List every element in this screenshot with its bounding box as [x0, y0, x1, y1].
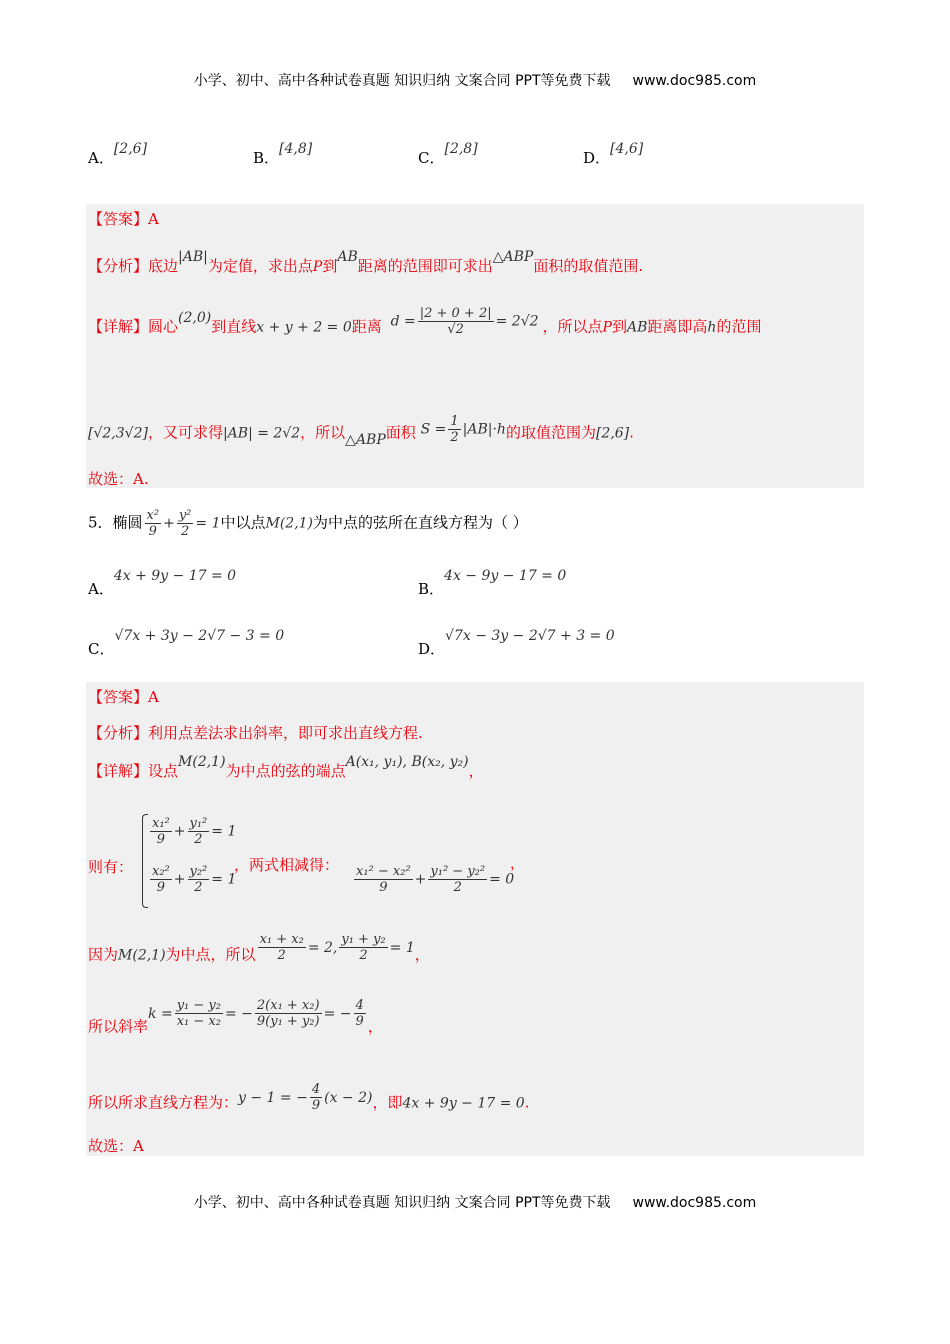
footer-title: 小学、初中、高中各种试卷真题 知识归纳 文案合同 PPT等免费下载: [193, 1195, 611, 1211]
distance-formula: d = $\frac{|2 + 0 + 2|}{√2}$ = 2√2: [390, 306, 539, 337]
q4-analysis: 【分析】底边|AB|为定值，求出点P到AB距离的范围即可求出△ABP面积的取值范围.: [88, 249, 644, 275]
option-label: D．: [583, 149, 611, 167]
system-eq1: $\frac{\text{x₁²}}{9}$ + $\frac{\text{y₁²}}{2}$ = 1: [152, 816, 237, 847]
option-value: 4x − 9y − 17 = 0: [444, 568, 567, 584]
option-value: [2,8]: [444, 141, 478, 157]
q5-slope-line: 所以斜率k = $\frac{\text{y₁ − y₂}}{\text{x₁ − x₂}}$ = − $\frac{\text{2(x₁ + x₂)}}{\text{9(y₁ + y₂)}}$ = − $\frac{4}{9}$ ，: [88, 998, 383, 1036]
option-label: B．: [253, 149, 280, 167]
option-label: A．: [88, 580, 114, 598]
q5-option-c: [88, 628, 285, 658]
q4-conclusion: 故选：A.: [88, 470, 149, 488]
page-footer: [0, 1192, 950, 1212]
option-value: √7x + 3y − 2√7 − 3 = 0: [114, 628, 285, 644]
option-label: C．: [88, 640, 115, 658]
q5-answer: 【答案】A: [88, 688, 159, 706]
q5-detail-line1: 【详解】设点M(2,1)为中点的弦的端点A(x₁, y₁), B(x₂, y₂)，: [88, 754, 484, 780]
q4-detail-line1: 【详解】圆心(2,0)到直线x + y + 2 = 0距离 d = $\frac{|2 + 0 + 2|}{√2}$ = 2√2 ，所以点P到AB距离即高h的范围: [88, 306, 762, 337]
q5-midpoint-line: 因为M(2,1)为中点，所以 $\frac{\text{x₁ + x₂}}{2}$ = 2, $\frac{\text{y₁ + y₂}}{2}$ = 1，: [88, 932, 430, 964]
page-header: [0, 70, 950, 90]
system-eq2: $\frac{\text{x₂²}}{9}$ + $\frac{\text{y₂²}}{2}$ = 1: [152, 864, 237, 895]
option-label: D．: [418, 640, 446, 658]
option-label: C．: [418, 149, 445, 167]
q4-option-d: [583, 141, 644, 168]
option-value: [4,6]: [610, 141, 644, 157]
q4-option-a: [88, 141, 148, 168]
q5-analysis: 【分析】利用点差法求出斜率，即可求出直线方程.: [88, 724, 423, 742]
option-value: √7x − 3y − 2√7 + 3 = 0: [445, 628, 615, 644]
option-value: [4,8]: [279, 141, 313, 157]
q5-option-b: [418, 568, 567, 598]
q5-subtract-label: ，两式相减得：: [234, 856, 340, 874]
q5-then-label: 则有：: [88, 858, 134, 876]
option-label: B．: [418, 580, 445, 598]
option-value: [2,6]: [113, 141, 148, 157]
q5-stem: 5．椭圆 $\frac{\text{x²}}{9}$ + $\frac{\text{y²}}{2}$ = 1中以点M(2,1)为中点的弦所在直线方程为（ ）: [88, 508, 528, 539]
q5-option-a: [88, 568, 237, 598]
q5-line-equation: 所以所求直线方程为：y − 1 = − $\frac{4}{9}$ (x − 2)，即4x + 9y − 17 = 0.: [88, 1082, 530, 1113]
option-label: A．: [88, 149, 114, 167]
q5-diff-end: ，: [510, 854, 526, 872]
q4-solution-block: [86, 204, 864, 488]
header-title: 小学、初中、高中各种试卷真题 知识归纳 文案合同 PPT等免费下载: [193, 73, 611, 89]
area-formula: S = $\frac{1}{2}$ |AB|·h: [420, 414, 506, 445]
q4-option-b: [253, 141, 313, 168]
q4-option-c: [418, 141, 478, 168]
difference-equation: $\frac{\text{x₁² − x₂²}}{9}$ + $\frac{\text{y₁² − y₂²}}{2}$ = 0: [356, 864, 515, 895]
footer-site-link[interactable]: www.doc985.com: [632, 1195, 757, 1211]
q5-solution-block: [86, 682, 864, 1156]
header-site-link[interactable]: www.doc985.com: [632, 73, 757, 89]
q4-detail-line2: [√2,3√2]，又可求得|AB| = 2√2，所以△ABP面积 S = $\frac{1}{2}$ |AB|·h的取值范围为[2,6].: [88, 414, 634, 448]
q4-answer: 【答案】A: [88, 210, 159, 228]
q5-option-d: [418, 628, 615, 658]
q5-conclusion: 故选：A: [88, 1137, 144, 1155]
option-value: 4x + 9y − 17 = 0: [113, 568, 237, 584]
